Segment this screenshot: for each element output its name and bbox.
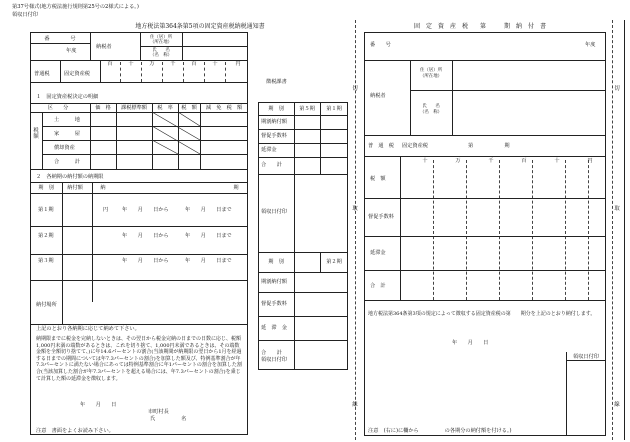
- left-form-title: 地方税法第364条第5項の固定資産税納税通知書: [135, 23, 265, 30]
- cut-char-4: 切: [614, 86, 620, 92]
- r-digit-3: 千: [488, 158, 494, 164]
- pay-col-period: 期 別: [38, 185, 54, 191]
- digit-thousand: 千: [170, 61, 176, 67]
- cut-line-right: [612, 20, 613, 440]
- right-regular: 普 通 税: [368, 143, 394, 149]
- mid-row-reminder: 督促手数料: [261, 133, 287, 139]
- right-year-label: 年度: [585, 42, 596, 48]
- col-price: 価 格: [95, 105, 111, 111]
- r-digit-4: 百: [521, 158, 527, 164]
- right-number-label: 番 号: [370, 42, 391, 48]
- mid-row-late: 延滞金: [261, 147, 277, 153]
- mid2-row-installment: 期割納付額: [261, 279, 287, 285]
- period-1-yen: 円: [103, 207, 109, 213]
- right-name-sub: （名 称）: [420, 110, 442, 115]
- row-building: 家 屋: [54, 131, 80, 137]
- form-number: 第37号様式(地方税法施行規則第25号の2様式による。): [12, 4, 139, 10]
- left-fixed-asset: 固定資産税: [64, 71, 90, 77]
- col-tax-base: 課税標準額: [121, 105, 147, 111]
- cut-char-6: 線: [614, 402, 620, 408]
- r-digit-6: 円: [587, 158, 593, 164]
- period-3-from: 年 月 日から: [122, 258, 169, 264]
- left-taxpayer-label: 納税者: [96, 44, 112, 50]
- period-1-from: 年 月 日から: [122, 207, 169, 213]
- mayor-label: 市町村長: [148, 409, 169, 415]
- left-name-label: 氏 名: [152, 48, 170, 53]
- left-name-sub: （名 称）: [150, 53, 172, 58]
- mid-receipt: 領収日付印: [261, 209, 287, 215]
- mayor-name: 氏 名: [150, 416, 187, 422]
- mid-row-total: 合 計: [261, 162, 282, 168]
- right-date-line: 年 月 日: [452, 340, 489, 346]
- left-year-label: 年度: [66, 48, 77, 54]
- mid2-row-reminder: 督促手数料: [261, 301, 287, 307]
- late-fee-paragraph: 納期限までに税金を完納しないときは、その翌日から税金完納の日までの日数に応じ、税額1,000円未満の端数があるときは、これを切り捨て、1,000円未満であるときは、その端数金額を全額切り捨てて、)に年14.6パーセントの割合(当該期間が納期限の翌日から1月を経過する日までの期間については年7.3パーセントの割合)を加算した額及び、特例基準割合が年7.3パーセントに満たない場合にあっては特例基準割合に年1パーセントの割合を加算した割合(当該加算した割合が年7.3パーセントを超える場合には、年7.3パーセントの割合)を乗じて計算した額の延滞金を徴収します。: [36, 336, 242, 382]
- col-tax-rate: 税 率: [157, 105, 173, 111]
- pay-col-amount: 納付額: [67, 185, 83, 191]
- mid-row-installment: 期割納付額: [261, 119, 287, 125]
- mid2-head-2: 第２期: [326, 259, 342, 265]
- digit-yen: 円: [235, 61, 241, 67]
- r-digit-5: 十: [554, 158, 560, 164]
- period-2-from: 年 月 日から: [122, 233, 169, 239]
- digit-hundred-million: 百: [107, 61, 113, 67]
- r-digit-1: 十: [422, 158, 428, 164]
- period-3: 第３期: [38, 258, 54, 264]
- left-regular-tax: 普通税: [34, 71, 50, 77]
- period-2-to: 年 月 日まで: [185, 233, 232, 239]
- receipt-stamp-label: 領収日付印: [12, 12, 38, 18]
- right-statement: 地方税法第364条第3項の規定によって徴収する固定資産税の第 期分を上記のとおり納付します。: [368, 311, 596, 317]
- cut-char-2: 取: [352, 206, 358, 212]
- left-note: 注意 書面をよくお読み下さい。: [36, 428, 114, 434]
- right-fixed-asset: 固定資産税: [402, 143, 428, 149]
- right-name-label: 氏 名: [422, 104, 440, 109]
- left-address-label: 住（居）所: [150, 35, 172, 40]
- cut-char-3: 線: [352, 402, 358, 408]
- row-total: 合 計: [54, 159, 80, 165]
- mid2-head-period: 期 別: [268, 259, 284, 265]
- pay-place-label: 納付場所: [36, 302, 57, 308]
- page-edge: [624, 20, 625, 440]
- period-2: 第２期: [38, 233, 54, 239]
- section2-title: ２ 各納期の納付額の納期限: [36, 174, 104, 180]
- right-form-title: 固 定 資 産 税 第 期 納 付 書: [413, 23, 547, 30]
- mid-head-period: 期 別: [268, 106, 284, 112]
- tax-group-label: 税額: [33, 128, 39, 140]
- col-exemption: 減 免 税 額: [205, 105, 243, 111]
- left-date-line: 年 月 日: [80, 402, 117, 408]
- period-3-to: 年 月 日まで: [185, 258, 232, 264]
- cut-line-left: [355, 20, 356, 440]
- pay-col-due2: 期: [233, 185, 239, 191]
- row-land: 土 地: [54, 117, 80, 123]
- r-digit-2: 万: [455, 158, 461, 164]
- col-tax-amount: 税 額: [181, 105, 197, 111]
- right-row-late: 延滞金: [370, 250, 386, 256]
- mid-head-5: 第５期: [299, 106, 315, 112]
- period-1: 第１期: [38, 207, 54, 213]
- right-taxpayer-label: 納税者: [370, 93, 386, 99]
- mid2-row-late: 延 滞 金: [261, 325, 287, 331]
- digit-hundred: 百: [191, 61, 197, 67]
- period-1-to: 年 月 日まで: [185, 207, 232, 213]
- row-depreciable: 償却資産: [54, 145, 75, 151]
- right-address-label: 住（居）所: [420, 68, 442, 73]
- cut-char-5: 取: [614, 206, 620, 212]
- right-row-total: 合 計: [370, 283, 386, 289]
- right-receipt: 領収日付印: [573, 354, 599, 360]
- left-address-sub: （所在地）: [150, 40, 172, 45]
- right-note: 注意 (右に)に欄から の各期分の納付額を付ける。): [368, 428, 512, 434]
- section1-title: １ 固定資産税決定の明細: [36, 94, 99, 100]
- cut-char-1: 切: [352, 86, 358, 92]
- mid2-row-total: 合 計: [261, 350, 282, 356]
- right-address-sub: （所在地）: [420, 74, 442, 79]
- pay-col-due1: 納: [100, 185, 106, 191]
- assessment-label: 徴税課書: [266, 79, 287, 85]
- right-period: 第 期: [468, 143, 510, 149]
- col-category: 区 分: [47, 105, 69, 111]
- left-number-label: 番 号: [44, 36, 76, 42]
- digit-ten-thousand: 万: [149, 61, 155, 67]
- right-row-reminder: 督促手数料: [368, 214, 394, 220]
- digit-ten: 十: [128, 61, 134, 67]
- mid-head-1: 第１期: [326, 106, 342, 112]
- digit-ten2: 十: [212, 61, 218, 67]
- notice-text: 上記のとおり各納期に応じて納めて下さい。: [36, 326, 140, 332]
- right-row-tax: 税 額: [370, 176, 386, 182]
- mid2-receipt: 領収日付印: [261, 357, 287, 363]
